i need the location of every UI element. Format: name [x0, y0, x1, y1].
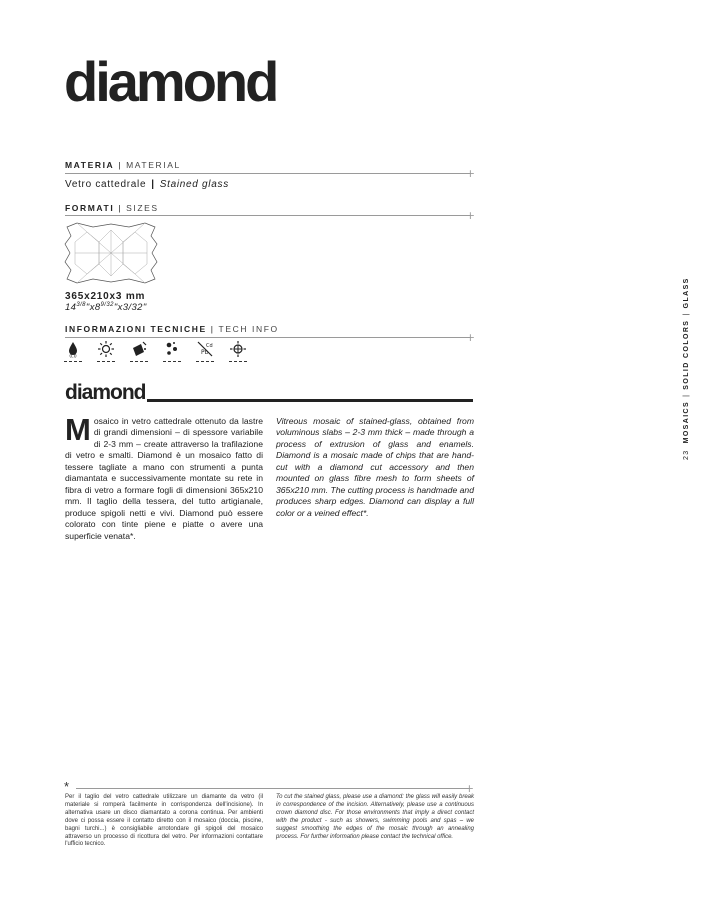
tech-label-it: INFORMAZIONI TECNICHE	[65, 324, 207, 334]
plus-icon: +	[465, 209, 475, 222]
tech-icons	[63, 340, 248, 366]
size-imperial: $14^{3/8}"x8^{9/32}"x3/32$"	[65, 302, 147, 314]
sizes-heading	[65, 203, 159, 213]
light-resistance-icon	[96, 340, 116, 364]
material-heading	[65, 160, 181, 170]
svg-text:0,0: 0,0	[69, 354, 77, 358]
sizes-label-separator: |	[118, 203, 123, 213]
tech-label-en: TECH INFO	[218, 324, 279, 334]
tech-rule	[65, 331, 475, 344]
tech-heading	[65, 324, 279, 334]
plus-icon: +	[464, 782, 474, 795]
side-category-mosaics: MOSAICS	[683, 400, 690, 444]
sizes-label-en: SIZES	[126, 203, 159, 213]
product-logo-word: diamond	[65, 381, 146, 404]
svg-text:Pb: Pb	[201, 349, 209, 356]
sizes-label-it: FORMATI	[65, 203, 115, 213]
size-metric: 365x210x3 mm	[65, 291, 146, 302]
material-value	[65, 179, 229, 190]
description-english: Vitreous mosaic of stained-glass, obtained from voluminous slabs – 2-3 mm thick – made through a process of extrusion of glass and enamels. Diamond is a mosaic made of chips that are hand-cut with a diamond cut accessory and then mounted on glass fibre mesh to form sheets of 365x210 mm. The cutting process is handmade and produces sharp edges. Diamond can display a full color or a veined effect*.	[276, 416, 474, 518]
material-label-separator: |	[118, 160, 123, 170]
drop-cap: M	[65, 412, 91, 447]
footnote-italian: Per il taglio del vetro cattedrale utilizzare un diamante da vetro (il materiale si romperà facilmente in corrispondenza dell'incisione). In alternativa usare un disco diamantato a corona continua. Per ambienti dove ci possa essere il contatto diretto con il mosaico (doccia, piscine, bagni turchi...) è consigliabile arrotondare gli spigoli del mosaico attraverso un processo di ricottura del vetro. Per informazioni contattare l'ufficio tecnico.	[65, 794, 263, 848]
product-logo	[65, 381, 473, 404]
footnote-rule	[76, 782, 474, 795]
plus-icon: +	[465, 331, 475, 344]
material-rule	[65, 167, 475, 180]
chemical-resistance-icon	[129, 340, 149, 364]
footnote-marker: *	[64, 779, 70, 794]
material-value-it: Vetro cattedrale	[65, 179, 147, 190]
page-number: 23	[683, 449, 690, 460]
no-lead-icon	[195, 340, 215, 364]
product-logo-rule	[147, 399, 473, 402]
material-label-en: MATERIAL	[126, 160, 181, 170]
svg-text:Cd: Cd	[206, 343, 213, 349]
sizes-rule	[65, 209, 475, 222]
water-absorption-icon	[63, 340, 83, 364]
plus-icon: +	[465, 167, 475, 180]
material-label-it: MATERIA	[65, 160, 115, 170]
footnote-english: To cut the stained glass, please use a diamond: the glass will easily break in correspondence of the incision. Alternatively, please use a continuous crown diamond disc. For those environments that imply a direct contact with the product - such as showers, swimming pools and spas – we suggest smoothing the edges of the mosaic through an annealing process. For further information please contact the technical office.	[276, 794, 474, 840]
tech-label-separator: |	[210, 324, 215, 334]
side-section-label: 23MOSAICS|SOLID COLORS|GLASS	[683, 277, 690, 460]
color-variation-icon	[162, 340, 182, 364]
diamond-tile-illustration	[63, 222, 159, 284]
side-category-glass: GLASS	[683, 277, 690, 309]
description-italian	[65, 412, 263, 542]
material-value-separator: |	[151, 179, 155, 190]
material-value-en: Stained glass	[159, 179, 229, 190]
side-category-solid-colors: SOLID COLORS	[683, 319, 690, 390]
description-italian-text: osaico in vetro cattedrale ottenuto da lastre di grandi dimensioni – di spessore variabile di 2-3 mm – create attraverso la trafilazione di vetro e smalti. Diamond è un mosaico fatto di tessere tagliate a mano con strumenti a punta diamantata e successivamente montate su rete in fibra di vetro a formare fogli di dimensioni 365x210 mm. Il taglio della tessera, del tutto artigianale, produce spigoli netti e vivi. Diamond può essere colorato con tinte piene e piatte o avere una superficie venata*.	[65, 416, 263, 541]
frost-resistance-icon	[228, 340, 248, 364]
page-title: diamond	[64, 50, 277, 113]
